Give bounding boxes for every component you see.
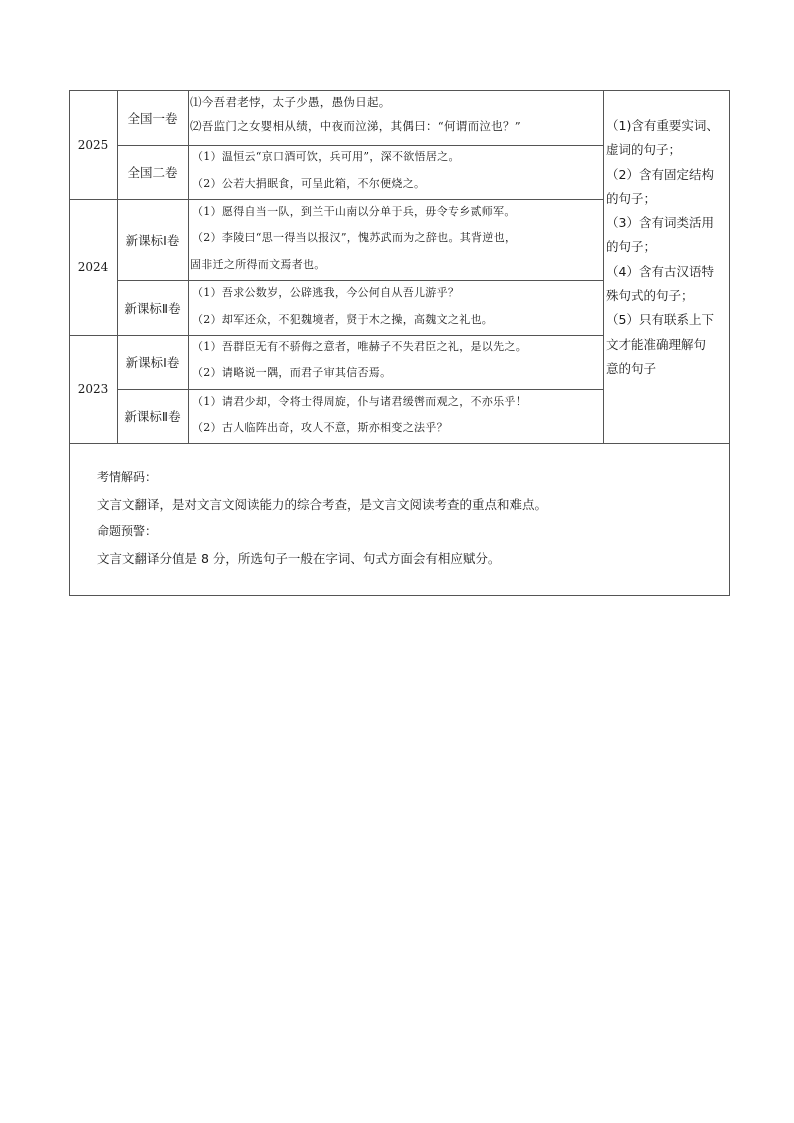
criteria-line: 虚词的句子； [606,142,682,158]
criteria-line: 殊句式的句子； [606,288,694,304]
grid-line [69,443,730,444]
paper-name: 全国二卷 [127,165,178,180]
paper-name: 新课标Ⅰ卷 [125,355,180,370]
criteria-line: （4）含有古汉语特 [606,263,714,279]
sentence: （2）古人临阵出奇，攻人不意，斯亦相变之法乎？ [192,421,448,434]
sentence: （2）公若大捐眠食，可呈此箱，不尔便烧之。 [192,177,426,190]
sentence: ⑵吾监门之女婴相从绩，中夜而泣涕，其偶曰：“何谓而泣也？” [190,119,521,133]
sentence: （2）却军还众，不犯魏境者，贤于木之操，高魏文之礼也。 [192,313,494,326]
year-cell: 2025 [77,137,109,152]
grid-line [188,90,189,443]
analysis-text: 文言文翻译，是对文言文阅读能力的综合考查，是文言文阅读考查的重点和难点。 [97,497,548,512]
criteria-line: 的句子； [606,239,657,255]
grid-line [117,145,603,146]
criteria-line: （2）含有固定结构 [606,166,714,182]
criteria-line: 的句子； [606,190,657,206]
sentence: （1）吾群臣无有不骄侮之意者，唯赫子不失君臣之礼，是以先之。 [192,340,527,353]
sentence: （1）温恒云“京口酒可饮，兵可用”，深不欲悟居之。 [192,150,460,163]
sentence: （1）请君少却，令将士得周旋，仆与诸君缓辔而观之，不亦乐乎！ [192,395,527,408]
criteria-line: 意的句子 [606,360,657,376]
paper-name: 全国一卷 [127,110,178,126]
warning-heading: 命题预警： [97,524,158,538]
grid-line [117,389,603,390]
sentence: （2）请略说一隅，而君子审其信否焉。 [192,366,392,379]
sentence: （1）吾求公数岁，公辟逃我，今公何自从吾儿游乎？ [192,286,460,299]
year-cell: 2023 [77,382,109,396]
sentence: 固非迁之所得而文焉者也。 [190,258,326,271]
sentence: （1）愿得自当一队，到兰干山南以分单于兵，毋令专乡贰师军。 [192,205,516,218]
grid-line [117,280,603,281]
criteria-line: （3）含有词类活用 [606,215,714,231]
year-cell: 2024 [77,260,109,274]
paper-name: 新课标Ⅱ卷 [124,300,181,316]
sentence: （2）李陵曰“思一得当以报汉”，愧苏武而为之辞也。其背逆也， [192,231,517,244]
warning-text: 文言文翻译分值是 8 分，所选句子一般在字词、句式方面会有相应赋分。 [97,551,501,566]
sentence: ⑴今吾君老悖，太子少愚，愚伪日起。 [190,95,391,109]
paper-name: 新课标Ⅱ卷 [124,409,181,424]
criteria-line: （5）只有联系上下 [606,312,714,328]
paper-name: 新课标Ⅰ卷 [125,232,180,248]
grid-line [603,90,604,443]
selection-criteria [606,114,728,381]
criteria-line: （1)含有重要实词、 [606,118,719,133]
criteria-line: 文才能准确理解句 [606,336,707,352]
analysis-heading: 考情解码： [97,470,158,484]
